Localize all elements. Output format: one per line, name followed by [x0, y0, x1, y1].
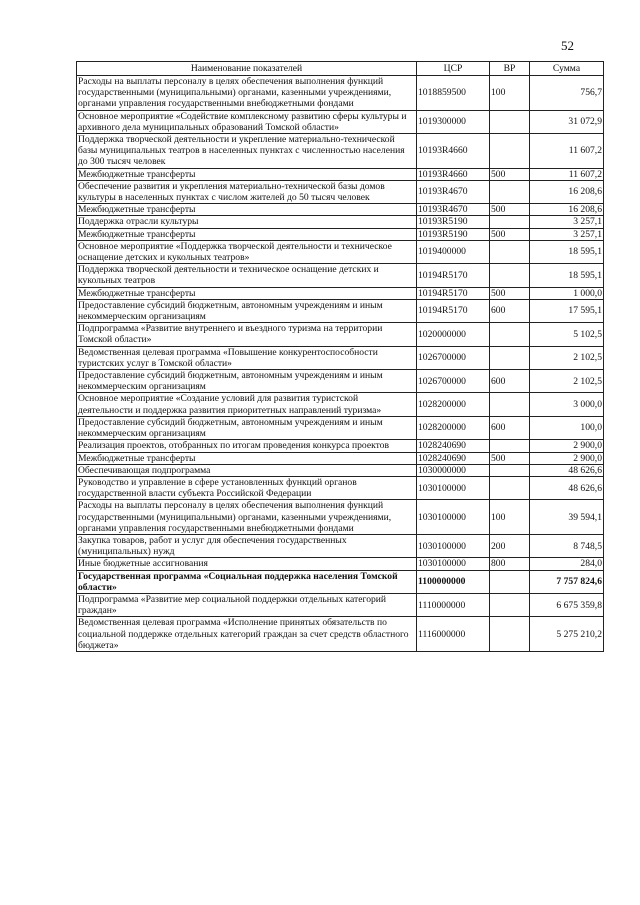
table-row — [77, 346, 604, 369]
cell-vr — [490, 216, 530, 228]
cell-csr: 10194R5170 — [417, 299, 490, 322]
cell-csr: 1030100000 — [417, 476, 490, 499]
table-row — [77, 76, 604, 111]
table-row — [77, 134, 604, 169]
table-row — [77, 287, 604, 299]
table-header-row — [77, 62, 604, 76]
table-row — [77, 452, 604, 464]
cell-name: Предоставление субсидий бюджетным, автономным учреждениям и иным некоммерческим организациям — [77, 370, 417, 393]
table-body — [77, 76, 604, 652]
cell-csr: 10193R4670 — [417, 180, 490, 203]
cell-csr: 1028240690 — [417, 452, 490, 464]
cell-vr: 600 — [490, 299, 530, 322]
cell-name: Основное мероприятие «Поддержка творческой деятельности и техническое оснащение детских и кукольных театров» — [77, 240, 417, 263]
cell-sum: 18 595,1 — [530, 240, 604, 263]
table-row — [77, 500, 604, 535]
budget-table — [76, 61, 604, 652]
cell-csr: 1100000000 — [417, 570, 490, 593]
cell-csr: 1019400000 — [417, 240, 490, 263]
cell-name: Поддержка творческой деятельности и техническое оснащение детских и кукольных театров — [77, 264, 417, 287]
table-row — [77, 228, 604, 240]
table-row — [77, 617, 604, 652]
cell-sum: 11 607,2 — [530, 168, 604, 180]
cell-csr: 1030100000 — [417, 558, 490, 570]
cell-csr: 10194R5170 — [417, 264, 490, 287]
cell-vr: 500 — [490, 204, 530, 216]
cell-vr: 500 — [490, 287, 530, 299]
cell-sum: 39 594,1 — [530, 500, 604, 535]
table-row — [77, 570, 604, 593]
cell-vr — [490, 476, 530, 499]
cell-vr — [490, 393, 530, 416]
table-row — [77, 204, 604, 216]
cell-vr: 800 — [490, 558, 530, 570]
cell-name: Расходы на выплаты персоналу в целях обеспечения выполнения функций государственными (муниципальными) органами, казенными учреждениями, органами управления государственными внебюджетными фондами — [77, 76, 417, 111]
cell-vr — [490, 110, 530, 133]
cell-csr: 10193R4660 — [417, 168, 490, 180]
cell-vr — [490, 440, 530, 452]
cell-sum: 8 748,5 — [530, 534, 604, 557]
header-sum: Сумма — [530, 62, 604, 76]
cell-sum: 2 102,5 — [530, 370, 604, 393]
cell-name: Ведомственная целевая программа «Повышение конкурентоспособности туристских услуг в Томской области» — [77, 346, 417, 369]
cell-csr: 1019300000 — [417, 110, 490, 133]
cell-csr: 1030100000 — [417, 534, 490, 557]
cell-vr — [490, 180, 530, 203]
cell-name: Обеспечивающая подпрограмма — [77, 464, 417, 476]
cell-vr — [490, 617, 530, 652]
cell-name: Межбюджетные трансферты — [77, 287, 417, 299]
cell-vr — [490, 593, 530, 616]
table-row — [77, 440, 604, 452]
cell-sum: 16 208,6 — [530, 180, 604, 203]
cell-vr: 100 — [490, 76, 530, 111]
cell-vr — [490, 346, 530, 369]
cell-sum: 31 072,9 — [530, 110, 604, 133]
table-row — [77, 464, 604, 476]
table-row — [77, 180, 604, 203]
cell-csr: 1028240690 — [417, 440, 490, 452]
header-vr: ВР — [490, 62, 530, 76]
table-row — [77, 299, 604, 322]
cell-csr: 10193R4660 — [417, 134, 490, 169]
cell-name: Государственная программа «Социальная поддержка населения Томской области» — [77, 570, 417, 593]
cell-name: Межбюджетные трансферты — [77, 168, 417, 180]
cell-csr: 1028200000 — [417, 393, 490, 416]
cell-csr: 10194R5170 — [417, 287, 490, 299]
cell-name: Предоставление субсидий бюджетным, автономным учреждениям и иным некоммерческим организациям — [77, 416, 417, 439]
table-row — [77, 476, 604, 499]
cell-csr: 1110000000 — [417, 593, 490, 616]
cell-vr: 500 — [490, 168, 530, 180]
table-row — [77, 416, 604, 439]
table-row — [77, 323, 604, 346]
cell-sum: 756,7 — [530, 76, 604, 111]
cell-name: Закупка товаров, работ и услуг для обеспечения государственных (муниципальных) нужд — [77, 534, 417, 557]
cell-sum: 3 000,0 — [530, 393, 604, 416]
cell-name: Поддержка отрасли культуры — [77, 216, 417, 228]
table-row — [77, 593, 604, 616]
cell-csr: 1116000000 — [417, 617, 490, 652]
cell-sum: 7 757 824,6 — [530, 570, 604, 593]
cell-sum: 100,0 — [530, 416, 604, 439]
cell-vr — [490, 570, 530, 593]
cell-name: Обеспечение развития и укрепления материально-технической базы домов культуры в населенных пунктах с числом жителей до 50 тысяч человек — [77, 180, 417, 203]
header-name: Наименование показателей — [77, 62, 417, 76]
cell-sum: 48 626,6 — [530, 464, 604, 476]
cell-name: Поддержка творческой деятельности и укрепление материально-технической базы муниципальных театров в населенных пунктах с численностью населения до 300 тысяч человек — [77, 134, 417, 169]
cell-name: Межбюджетные трансферты — [77, 452, 417, 464]
cell-sum: 5 102,5 — [530, 323, 604, 346]
cell-name: Иные бюджетные ассигнования — [77, 558, 417, 570]
cell-csr: 1026700000 — [417, 346, 490, 369]
cell-sum: 2 900,0 — [530, 440, 604, 452]
cell-name: Подпрограмма «Развитие мер социальной поддержки отдельных категорий граждан» — [77, 593, 417, 616]
table-row — [77, 534, 604, 557]
cell-sum: 11 607,2 — [530, 134, 604, 169]
cell-vr: 500 — [490, 228, 530, 240]
cell-sum: 2 102,5 — [530, 346, 604, 369]
cell-sum: 2 900,0 — [530, 452, 604, 464]
cell-name: Руководство и управление в сфере установленных функций органов государственной власти субъекта Российской Федерации — [77, 476, 417, 499]
cell-sum: 6 675 359,8 — [530, 593, 604, 616]
table-row — [77, 264, 604, 287]
page-number: 52 — [561, 38, 574, 53]
cell-csr: 1030000000 — [417, 464, 490, 476]
cell-sum: 16 208,6 — [530, 204, 604, 216]
cell-csr: 1030100000 — [417, 500, 490, 535]
cell-sum: 48 626,6 — [530, 476, 604, 499]
table-row — [77, 216, 604, 228]
cell-sum: 17 595,1 — [530, 299, 604, 322]
cell-csr: 1020000000 — [417, 323, 490, 346]
table-row — [77, 558, 604, 570]
table-row — [77, 370, 604, 393]
cell-csr: 10193R5190 — [417, 228, 490, 240]
cell-csr: 10193R5190 — [417, 216, 490, 228]
cell-csr: 10193R4670 — [417, 204, 490, 216]
cell-vr — [490, 464, 530, 476]
cell-csr: 1026700000 — [417, 370, 490, 393]
cell-sum: 5 275 210,2 — [530, 617, 604, 652]
cell-name: Основное мероприятие «Содействие комплексному развитию сферы культуры и архивного дела муниципальных образований Томской области» — [77, 110, 417, 133]
cell-sum: 284,0 — [530, 558, 604, 570]
cell-sum: 3 257,1 — [530, 216, 604, 228]
table-row — [77, 110, 604, 133]
table-row — [77, 393, 604, 416]
cell-name: Основное мероприятие «Создание условий для развития туристской деятельности и поддержка развития приоритетных направлений туризма» — [77, 393, 417, 416]
table-row — [77, 240, 604, 263]
cell-name: Реализация проектов, отобранных по итогам проведения конкурса проектов — [77, 440, 417, 452]
cell-vr: 600 — [490, 416, 530, 439]
cell-vr — [490, 240, 530, 263]
cell-name: Межбюджетные трансферты — [77, 204, 417, 216]
cell-vr — [490, 323, 530, 346]
cell-name: Подпрограмма «Развитие внутреннего и въездного туризма на территории Томской области» — [77, 323, 417, 346]
cell-sum: 3 257,1 — [530, 228, 604, 240]
cell-vr: 100 — [490, 500, 530, 535]
cell-sum: 18 595,1 — [530, 264, 604, 287]
cell-vr — [490, 264, 530, 287]
cell-name: Расходы на выплаты персоналу в целях обеспечения выполнения функций государственными (муниципальными) органами, казенными учреждениями, органами управления государственными внебюджетными фондами — [77, 500, 417, 535]
cell-name: Предоставление субсидий бюджетным, автономным учреждениям и иным некоммерческим организациям — [77, 299, 417, 322]
cell-vr: 200 — [490, 534, 530, 557]
cell-csr: 1028200000 — [417, 416, 490, 439]
cell-name: Ведомственная целевая программа «Исполнение принятых обязательств по социальной поддержке отдельных категорий граждан за счет средств областного бюджета» — [77, 617, 417, 652]
cell-vr — [490, 134, 530, 169]
cell-sum: 1 000,0 — [530, 287, 604, 299]
table-row — [77, 168, 604, 180]
cell-csr: 1018859500 — [417, 76, 490, 111]
cell-vr: 600 — [490, 370, 530, 393]
header-csr: ЦСР — [417, 62, 490, 76]
cell-vr: 500 — [490, 452, 530, 464]
cell-name: Межбюджетные трансферты — [77, 228, 417, 240]
